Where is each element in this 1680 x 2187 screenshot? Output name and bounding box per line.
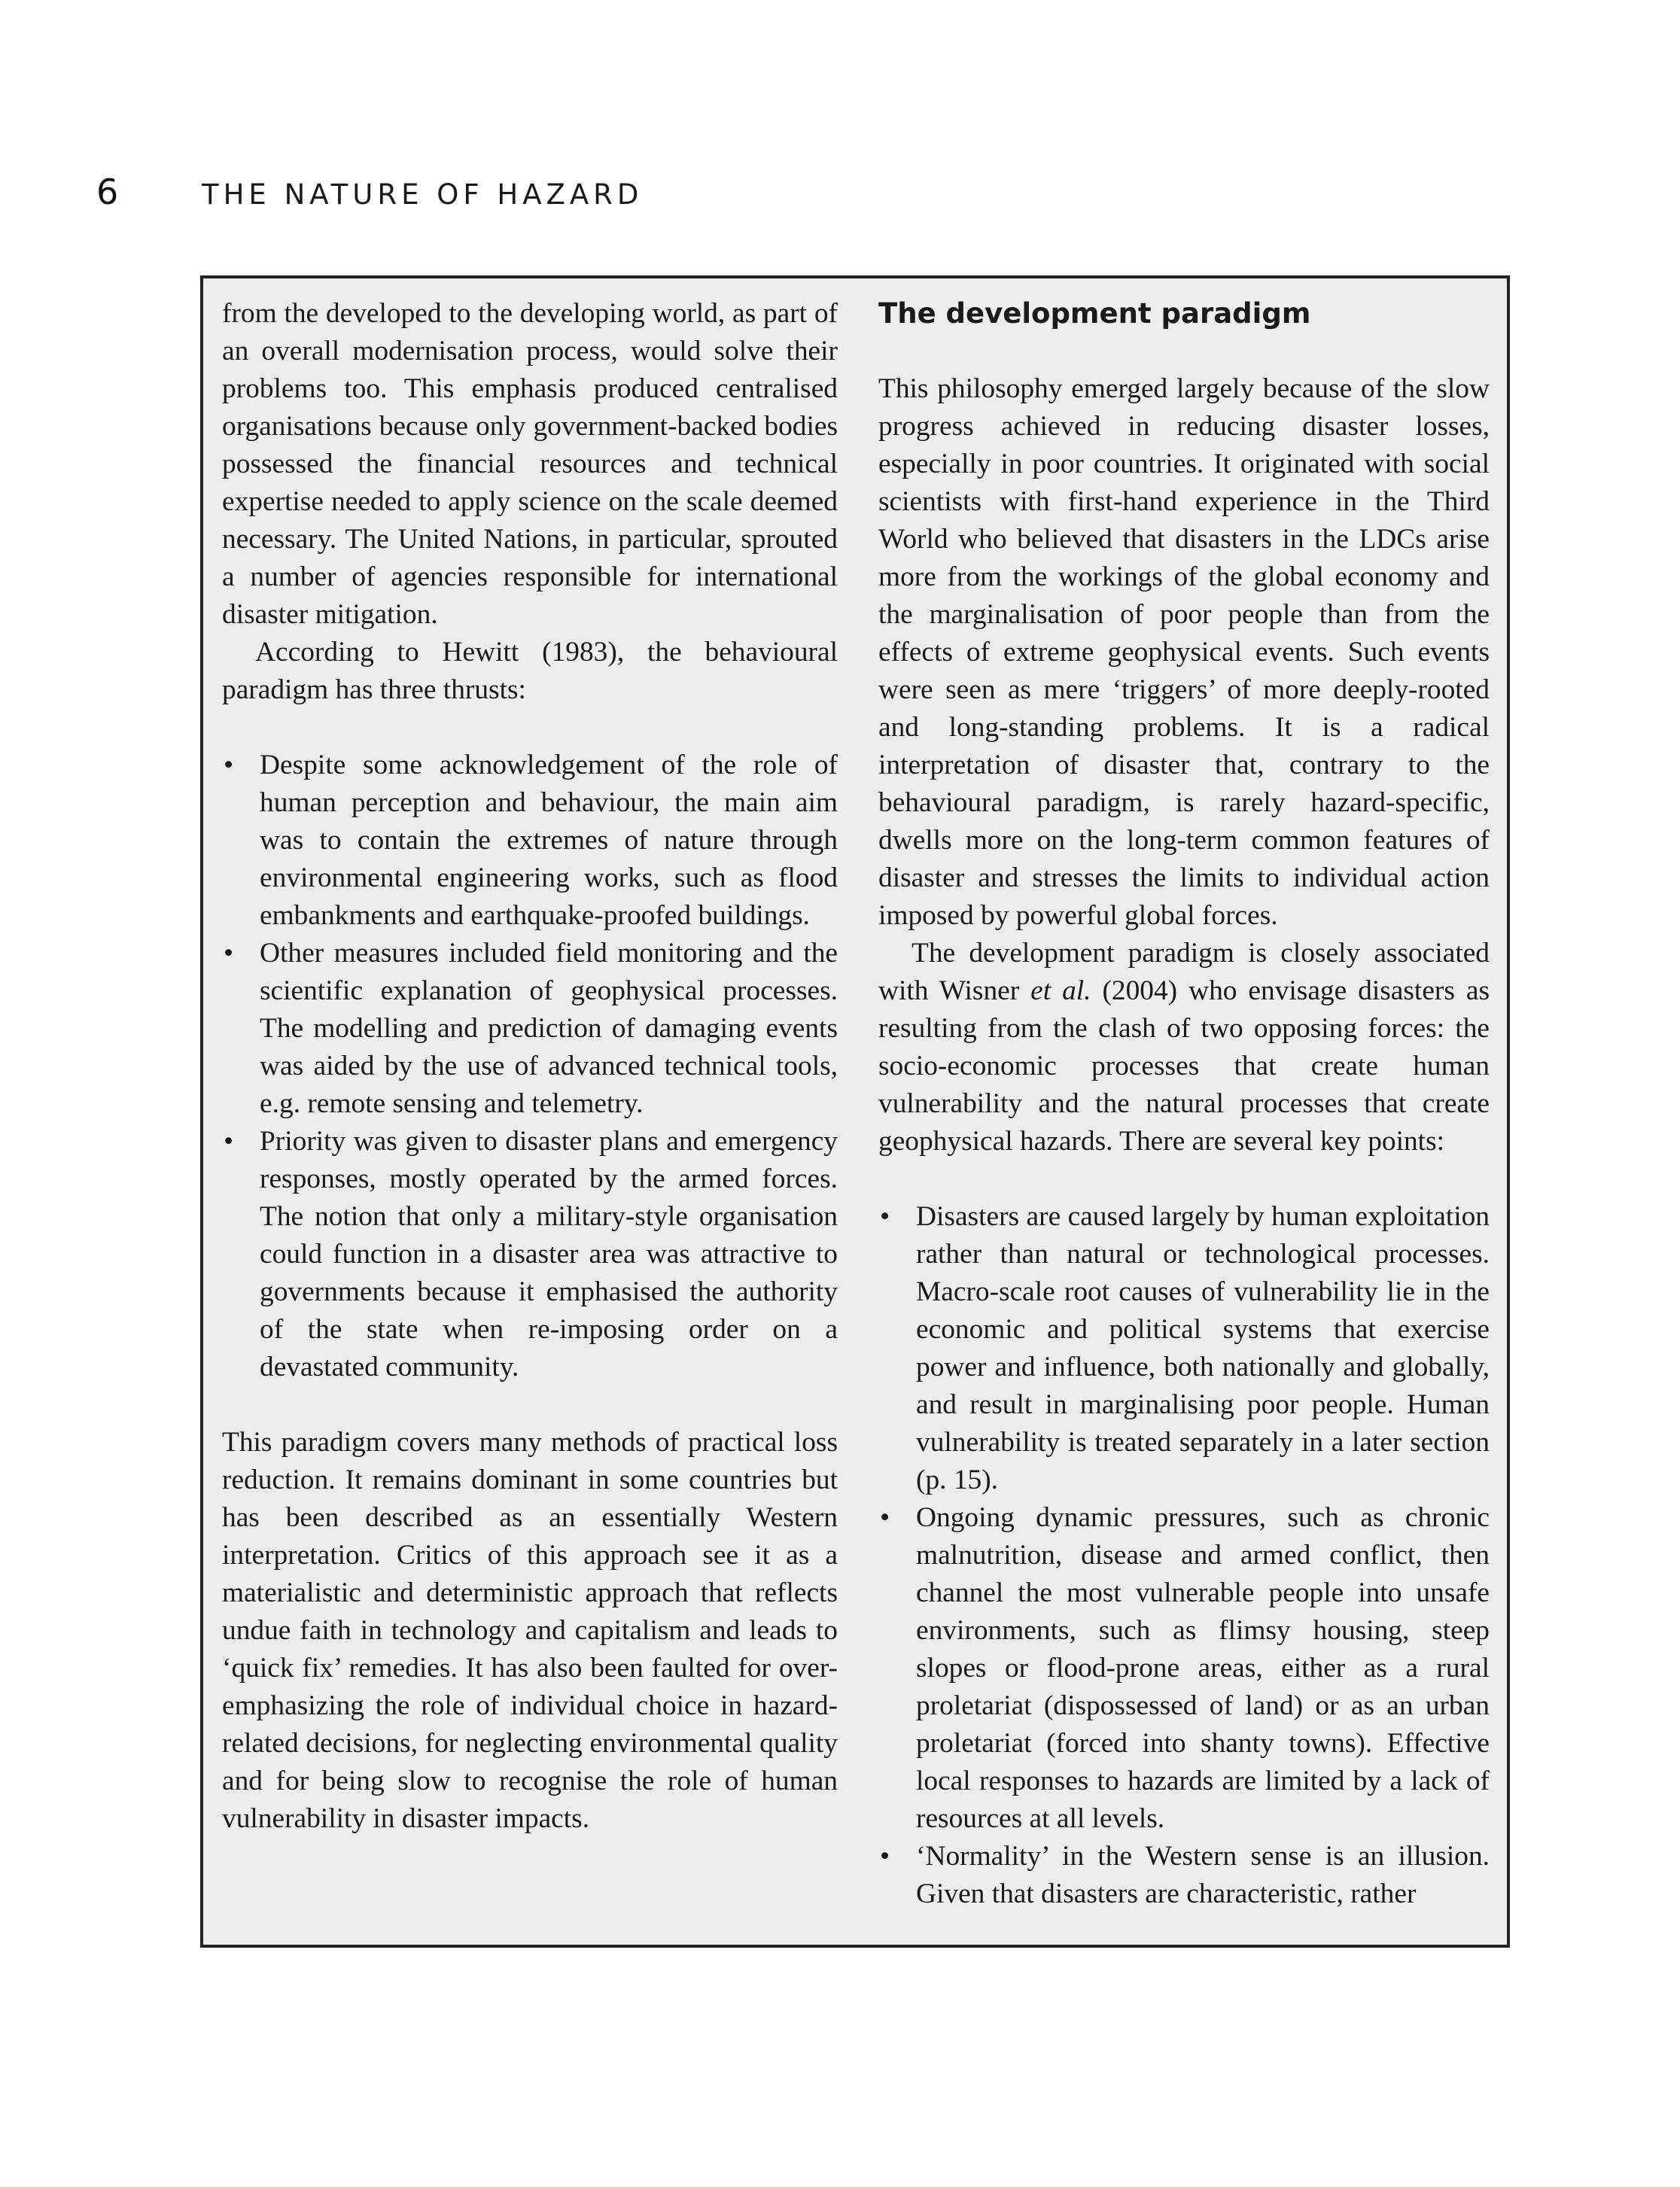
list-item [878, 1198, 1490, 1499]
right-bullet-list [878, 1198, 1490, 1913]
chapter-title: THE NATURE OF HAZARD [202, 178, 644, 211]
page-number: 6 [96, 172, 119, 212]
list-item [222, 747, 838, 935]
list-item-text: Disasters are caused largely by human exploitation rather than natural or technological processes. Macro-scale root causes of vulnerability lie in the economic and political systems that exercise power and influence, both nationally and globally, and result in marginalising poor people. Human vulnerability is treated separately in a later section (p. 15). [916, 1201, 1490, 1495]
right-paragraph-1: This philosophy emerged largely because of the slow progress achieved in reducing disaster losses, especially in poor countries. It originated with social scientists with first-hand experience in the Third World who believed that disasters in the LDCs arise more from the workings of the global economy and the marginalisation of poor people than from the effects of extreme geophysical events. Such events were seen as mere ‘triggers’ of more deeply-rooted and long-standing problems. It is a radical interpretation of disaster that, contrary to the behavioural paradigm, is rarely hazard-specific, dwells more on the long-term common features of disaster and stresses the limits to individual action imposed by powerful global forces. [878, 373, 1490, 931]
list-item [878, 1499, 1490, 1838]
list-item [878, 1838, 1490, 1913]
spacer [222, 709, 838, 747]
left-paragraph-2: According to Hewitt (1983), the behavioural paradigm has three thrusts: [222, 637, 838, 705]
bullet-icon: • [224, 938, 234, 969]
bullet-icon: • [880, 1502, 890, 1533]
right-column [878, 295, 1490, 1913]
list-item-text: Other measures included field monitoring and the scientific explanation of geophysical processes. The modelling and prediction of damaging events was aided by the use of advanced technical tools, e.g. remote sensing and telemetry. [260, 938, 838, 1119]
left-bullet-list [222, 747, 838, 1386]
list-item-text: ‘Normality’ in the Western sense is an illusion. Given that disasters are characteristic, rather [916, 1841, 1490, 1909]
paragraph-text: (2004) who envisage disasters as resulting from the clash of two opposing forces: the socio-economic processes that create human vulnerability and the natural processes that create geophysical hazards. There are several key points: [878, 975, 1490, 1157]
list-item [222, 1123, 838, 1386]
list-item-text: Despite some acknowledgement of the role of human perception and behaviour, the main aim was to contain the extremes of nature through environmental engineering works, such as flood embankments and earthquake-proofed buildings. [260, 750, 838, 931]
italic-citation: et al. [1030, 975, 1091, 1006]
left-paragraph-1: from the developed to the developing world, as part of an overall modernisation process, would solve their problems too. This emphasis produced centralised organisations because only government-backed bodies possessed the financial resources and technical expertise needed to apply science on the scale deemed necessary. The United Nations, in particular, sprouted a number of agencies responsible for international disaster mitigation. [222, 298, 838, 630]
section-heading: The development paradigm [878, 297, 1311, 330]
spacer [878, 1160, 1490, 1198]
spacer [878, 333, 1490, 370]
running-head [96, 172, 643, 217]
left-paragraph-3: This paradigm covers many methods of practical loss reduction. It remains dominant in some countries but has been described as an essentially Western interpretation. Critics of this approach see it as a materialistic and deterministic approach that reflects undue faith in technology and capitalism and leads to ‘quick fix’ remedies. It has also been faulted for over-emphasizing the role of individual choice in hazard-related decisions, for neglecting environmental quality and for being slow to recognise the role of human vulnerability in disaster impacts. [222, 1427, 838, 1834]
paragraph-text: The development paradigm is closely associated with Wisner [878, 938, 1490, 1006]
spacer [222, 1386, 838, 1424]
list-item [222, 935, 838, 1123]
bullet-icon: • [224, 750, 234, 780]
list-item-text: Ongoing dynamic pressures, such as chronic malnutrition, disease and armed conflict, then channel the most vulnerable people into unsafe environments, such as flimsy housing, steep slopes or flood-prone areas, either as a rural proletariat (dispossessed of land) or as an urban proletariat (forced into shanty towns). Effective local responses to hazards are limited by a lack of resources at all levels. [916, 1502, 1490, 1834]
left-column [222, 295, 838, 1838]
right-paragraph-2 [878, 935, 1490, 1160]
bullet-icon: • [224, 1126, 234, 1157]
bullet-icon: • [880, 1841, 890, 1872]
list-item-text: Priority was given to disaster plans and emergency responses, mostly operated by the armed forces. The notion that only a military-style organisation could function in a disaster area was attractive to governments because it emphasised the authority of the state when re-imposing order on a devastated community. [260, 1126, 838, 1382]
bullet-icon: • [880, 1201, 890, 1232]
text-box [200, 275, 1510, 1948]
